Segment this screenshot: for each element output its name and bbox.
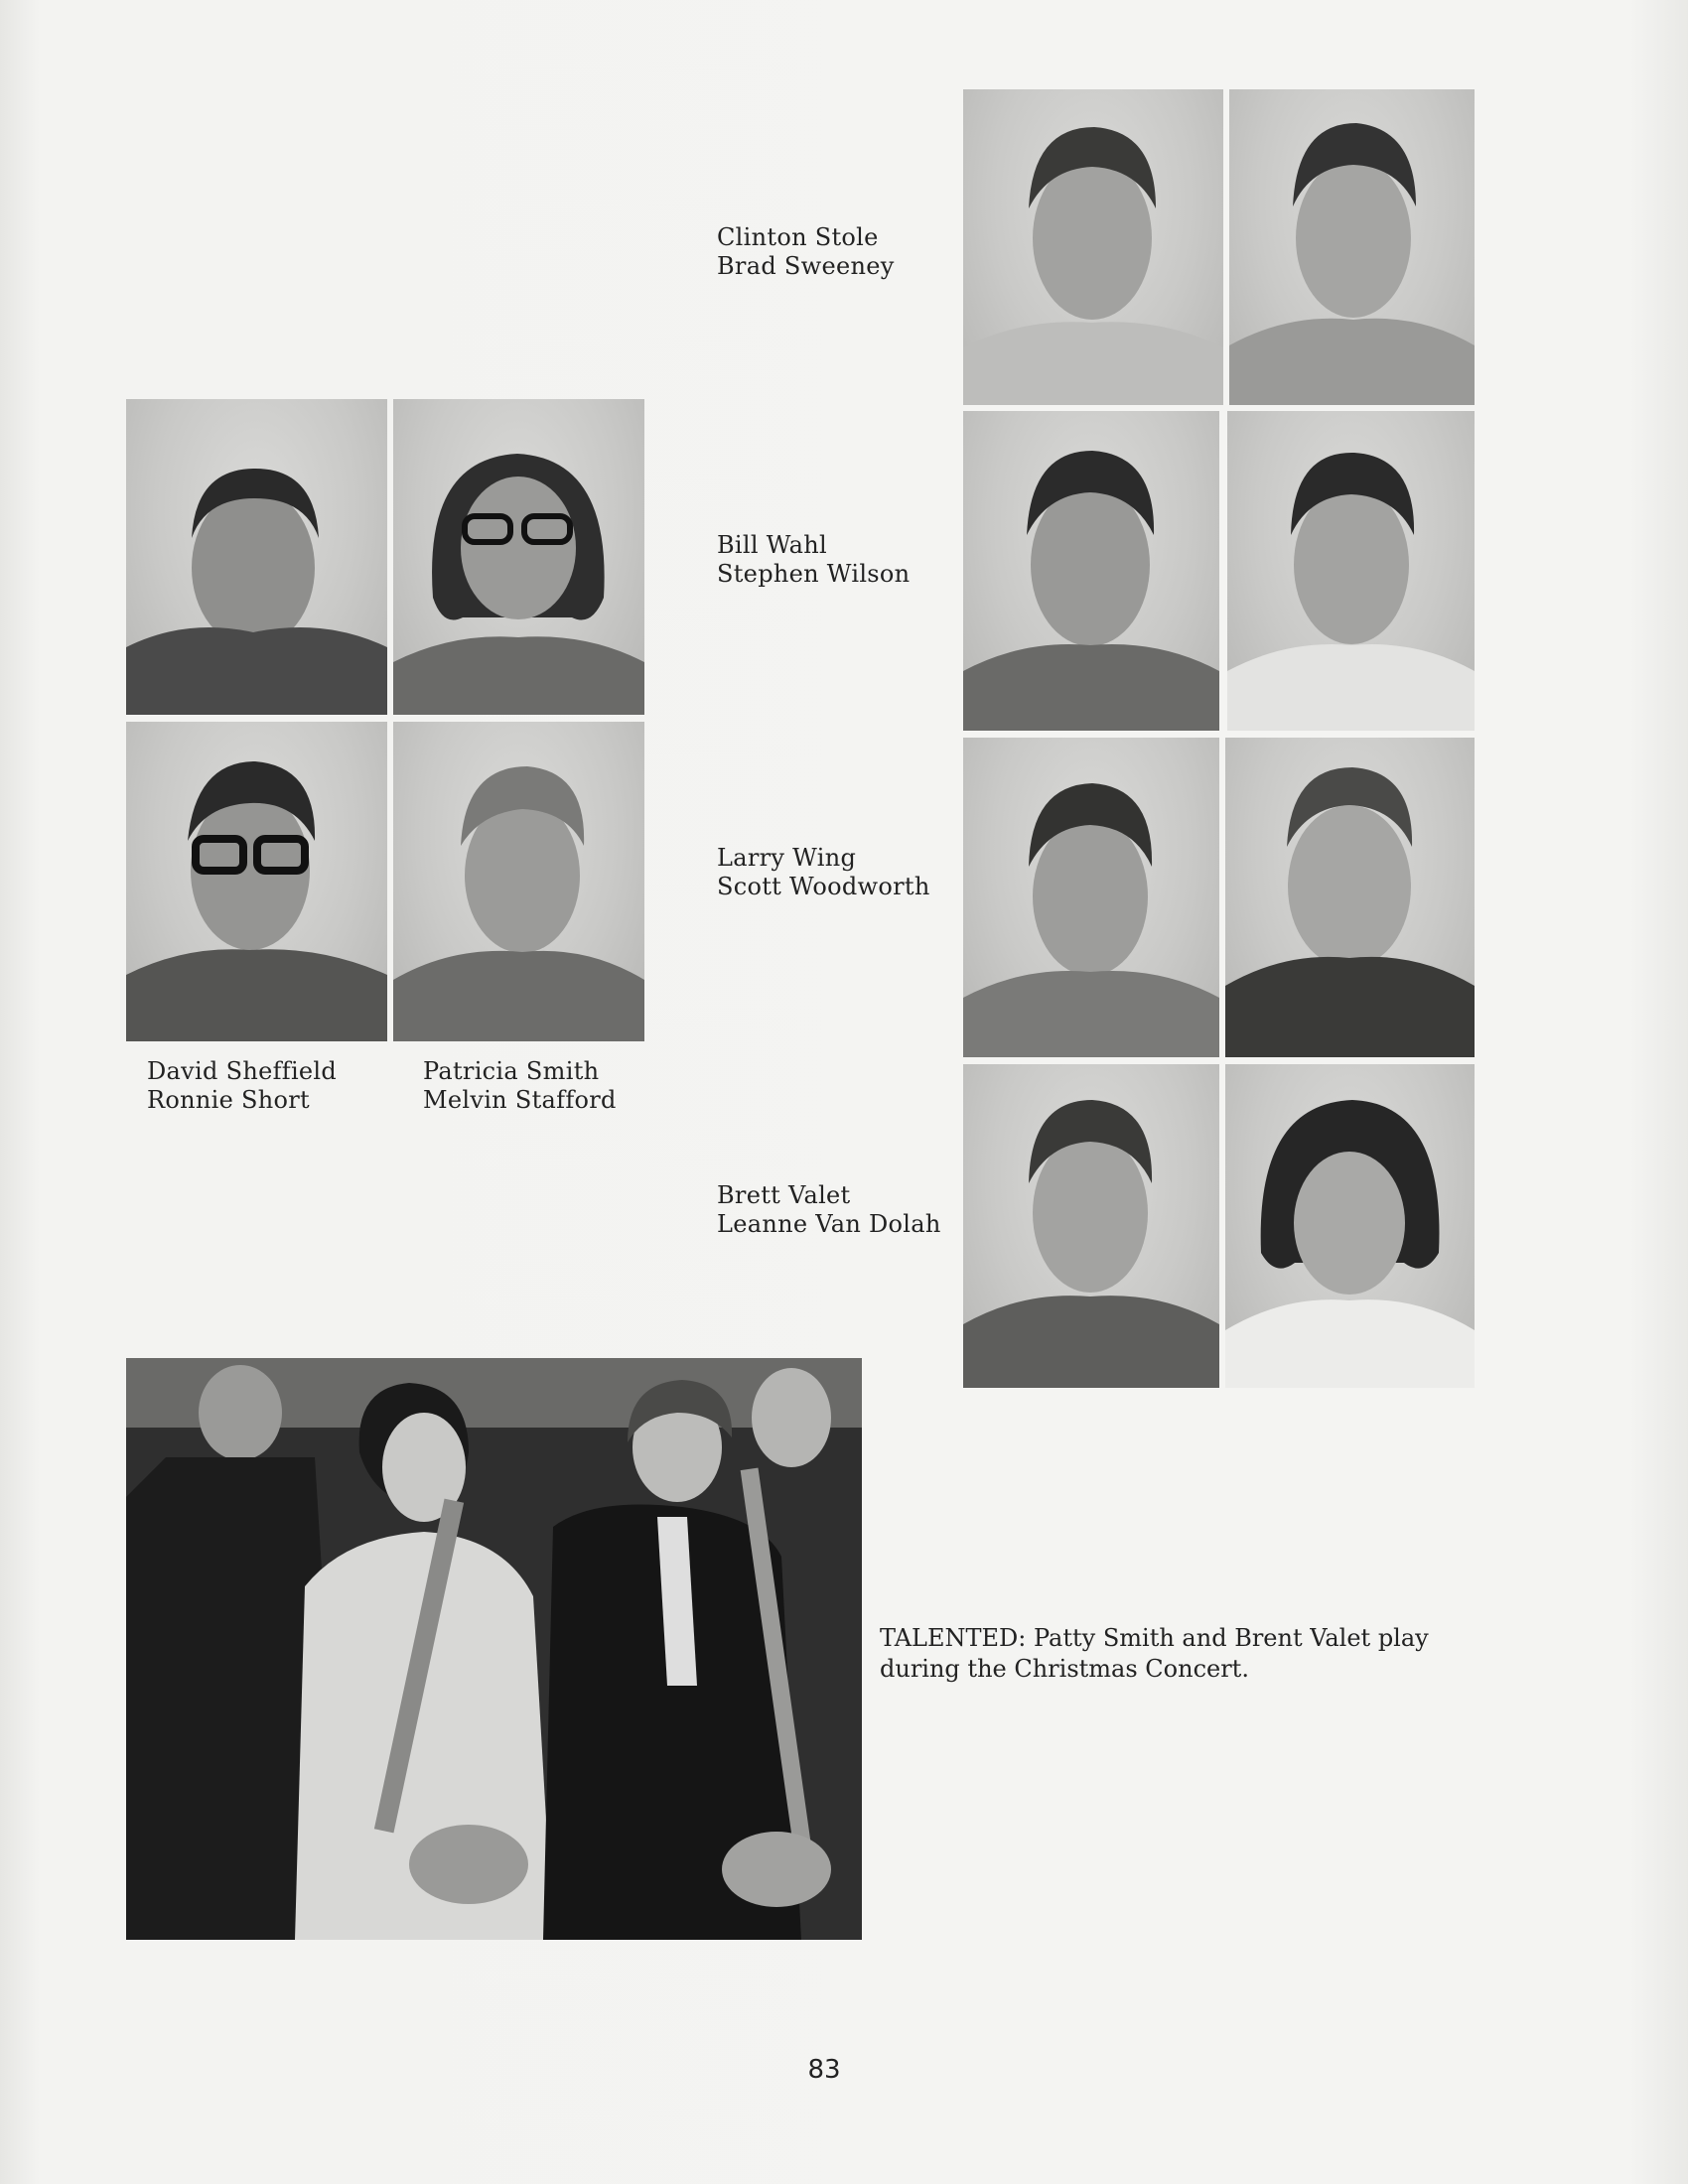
caption-name: Patricia Smith [423, 1057, 600, 1085]
portrait-brett-valet [963, 1064, 1219, 1388]
caption-left-1 [147, 1057, 337, 1115]
caption-name: Melvin Stafford [423, 1086, 617, 1114]
caption-right-2 [717, 531, 910, 589]
portrait-ronnie-short [126, 722, 387, 1041]
caption-right-1 [717, 223, 895, 281]
band-photo-caption: TALENTED: Patty Smith and Brent Valet play during the Christmas Concert. [880, 1624, 1429, 1683]
caption-name: Ronnie Short [147, 1086, 311, 1114]
portrait-bill-wahl [963, 411, 1219, 731]
caption-name: David Sheffield [147, 1057, 338, 1085]
portrait-leanne-van-dolah [1225, 1064, 1475, 1388]
page-number: 83 [807, 2055, 841, 2085]
portrait-stephen-wilson [1227, 411, 1475, 731]
caption-right-4 [717, 1181, 941, 1239]
caption-name: Larry Wing [717, 844, 857, 872]
portrait-melvin-stafford [393, 722, 644, 1041]
portrait-larry-wing [963, 738, 1219, 1057]
caption-right-3 [717, 844, 930, 901]
caption-name: Clinton Stole [717, 223, 879, 251]
caption-name: Scott Woodworth [717, 873, 930, 900]
caption-name: Bill Wahl [717, 531, 828, 559]
portrait-clinton-stole [963, 89, 1223, 405]
portrait-david-sheffield [126, 399, 387, 715]
caption-name: Brad Sweeney [717, 252, 895, 280]
portrait-scott-woodworth [1225, 738, 1475, 1057]
portrait-patricia-smith [393, 399, 644, 715]
portrait-brad-sweeney [1229, 89, 1475, 405]
caption-name: Leanne Van Dolah [717, 1210, 941, 1238]
caption-left-2 [423, 1057, 617, 1115]
band-concert-photo [126, 1358, 862, 1940]
caption-name: Stephen Wilson [717, 560, 911, 588]
caption-name: Brett Valet [717, 1181, 851, 1209]
